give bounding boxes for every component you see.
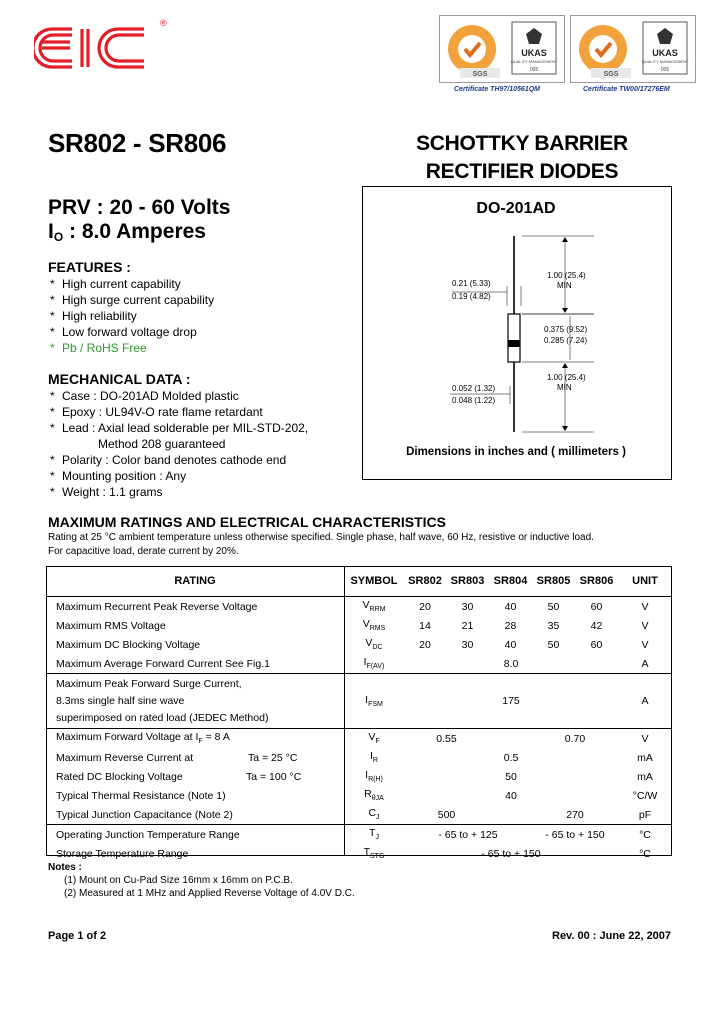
table-row: Storage Temperature Range $T_{STG}$ - 65 to + 150 °C — [56, 846, 651, 861]
dim-lead-dia-min: 0.048 (1.22) — [452, 396, 496, 405]
ukas-sub-label: QUALITY MANAGEMENT — [641, 59, 689, 64]
io-subscript: O — [53, 230, 64, 244]
cert-number-2: Certificate TW00/17276EM — [583, 86, 670, 93]
list-item: Method 208 guaranteed — [98, 437, 226, 451]
list-item: * High surge current capability — [50, 293, 215, 307]
dimension-caption: Dimensions in inches and ( millimeters ) — [406, 446, 626, 458]
list-item: * Polarity : Color band denotes cathode end — [50, 453, 287, 467]
subtitle-line-1: SCHOTTKY BARRIER — [416, 132, 628, 155]
table-row: Maximum Peak Forward Surge Current, 8.3ms single half sine wave superimposed on rated load (JEDEC Method) $I_{FSM}$ 175 A — [46, 674, 672, 729]
note-2: (2) Measured at 1 MHz and Applied Reverse Voltage of 4.0V D.C. — [64, 888, 355, 899]
sgs-label: SGS — [472, 71, 488, 78]
header-sr802: SR802 — [404, 566, 446, 597]
mechanical-heading: MECHANICAL DATA : — [48, 371, 191, 387]
eic-logo — [34, 22, 164, 74]
dim-lead-dia-max: 0.052 (1.32) — [452, 384, 496, 393]
note-1: (1) Mount on Cu-Pad Size 16mm x 16mm on P.C.B. — [64, 875, 293, 886]
ratings-note-2: For capacitive load, derate current by 20%. — [48, 546, 239, 557]
table-row: Typical Junction Capacitance (Note 2) $C_J$ 500 270 pF — [56, 807, 652, 822]
list-item: * High reliability — [50, 309, 137, 323]
ukas-sub-label: QUALITY MANAGEMENT — [510, 59, 558, 64]
ratings-note-1: Rating at 25 °C ambient temperature unless otherwise specified. Single phase, half wave, 60 Hz, resistive or inductive load. — [48, 532, 594, 543]
sgs-cert-badge-2 — [570, 15, 696, 83]
dim-body-dia-max: 0.21 (5.33) — [452, 279, 491, 288]
ukas-code: 005 — [660, 67, 670, 73]
dim-lead-bottom: 1.00 (25.4) — [547, 373, 586, 382]
table-row: Typical Thermal Resistance (Note 1) $R_{\theta JA}$ 40 °C/W — [56, 788, 658, 803]
ukas-label: UKAS — [521, 48, 547, 58]
dim-min-bottom: MIN — [557, 383, 572, 392]
part-number-title: SR802 - SR806 — [48, 128, 227, 158]
io-spec — [48, 220, 206, 244]
dim-lead-top: 1.00 (25.4) — [547, 271, 586, 280]
notes-section — [48, 861, 355, 900]
header-rating: RATING — [46, 566, 344, 597]
table-row: Maximum Recurrent Peak Reverse Voltage $V_{RRM}$ 20 30 40 50 60 V — [56, 599, 649, 614]
dim-body-dia-min: 0.19 (4.82) — [452, 292, 491, 301]
features-list — [50, 276, 214, 356]
prv-spec: PRV : 20 - 60 Volts — [48, 196, 231, 219]
header-sr805: SR805 — [532, 566, 575, 597]
revision-date: Rev. 00 : June 22, 2007 — [552, 930, 672, 942]
header-sr806: SR806 — [575, 566, 618, 597]
package-drawing — [362, 226, 670, 446]
ratings-heading: MAXIMUM RATINGS AND ELECTRICAL CHARACTERISTICS — [48, 514, 446, 530]
table-header-row — [46, 566, 672, 597]
header-sr804: SR804 — [489, 566, 532, 597]
list-item: * Low forward voltage drop — [50, 325, 197, 339]
io-value: : 8.0 Amperes — [63, 220, 206, 243]
sgs-cert-badge-1 — [439, 15, 565, 83]
io-letter: I — [48, 220, 54, 243]
cert-number-1: Certificate TH97/10561QM — [454, 86, 540, 93]
header-symbol: SYMBOL — [344, 566, 404, 597]
table-row: Maximum Forward Voltage at $I_F = 8$ A $V_F$ 0.55 0.70 V — [46, 729, 672, 749]
table-row: Operating Junction Temperature Range $T_J$ - 65 to + 125 - 65 to + 150 °C — [46, 825, 672, 845]
features-heading: FEATURES : — [48, 259, 131, 275]
registered-mark: ® — [160, 18, 167, 28]
ukas-code: 005 — [529, 67, 539, 73]
mechanical-list — [50, 388, 308, 500]
dim-body-len-min: 0.285 (7.24) — [544, 336, 588, 345]
table-row: Maximum Reverse Current at Ta = 25 °C $I_R$ 0.5 mA — [56, 750, 653, 765]
list-item: * High current capability — [50, 277, 181, 291]
list-item: * Lead : Axial lead solderable per MIL-STD-202, — [50, 421, 309, 435]
page-number: Page 1 of 2 — [48, 930, 107, 942]
sgs-label: SGS — [603, 71, 619, 78]
notes-heading: Notes : — [48, 862, 82, 873]
list-item: * Weight : 1.1 grams — [50, 485, 163, 499]
product-subtitle — [372, 130, 672, 186]
ratings-table — [46, 566, 672, 863]
dim-min-top: MIN — [557, 281, 572, 290]
table-row: Rated DC Blocking Voltage Ta = 100 °C $I_{R(H)}$ 50 mA — [56, 769, 653, 784]
package-name: DO-201AD — [476, 200, 556, 217]
table-row: Maximum RMS Voltage $V_{RMS}$ 14 21 28 35 42 V — [56, 618, 649, 633]
table-row: Maximum Average Forward Current See Fig.1 $I_{F(AV)}$ 8.0 A — [56, 656, 649, 671]
ratings-conditions — [48, 531, 594, 559]
list-item: * Case : DO-201AD Molded plastic — [50, 389, 239, 403]
list-item: * Epoxy : UL94V-O rate flame retardant — [50, 405, 263, 419]
list-item: * Mounting position : Any — [50, 469, 187, 483]
list-item-rohs: * Pb / RoHS Free — [50, 341, 147, 355]
subtitle-line-2: RECTIFIER DIODES — [425, 160, 619, 183]
dim-body-len-max: 0.375 (9.52) — [544, 325, 588, 334]
ukas-label: UKAS — [652, 48, 678, 58]
table-row: Maximum DC Blocking Voltage $V_{DC}$ 20 30 40 50 60 V — [56, 637, 649, 652]
header-sr803: SR803 — [446, 566, 489, 597]
header-unit: UNIT — [618, 566, 672, 597]
